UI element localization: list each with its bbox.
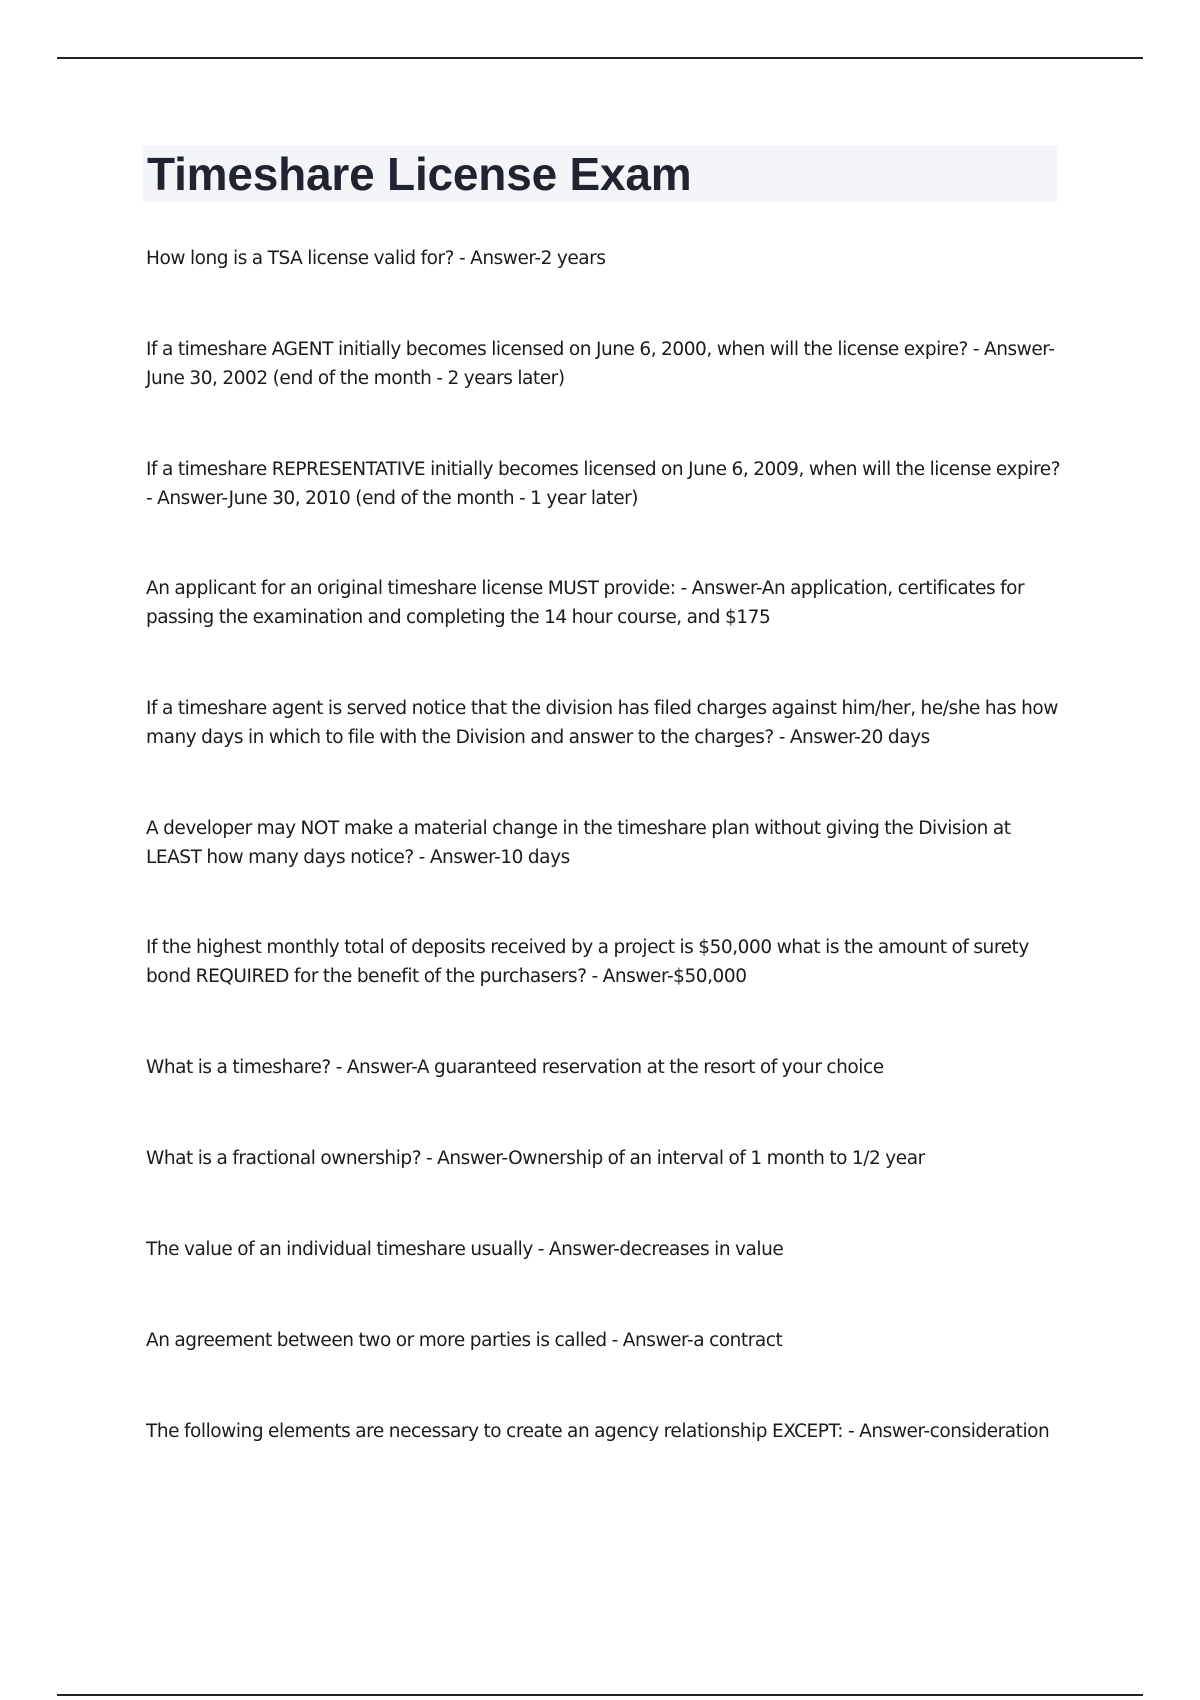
qa-item: If a timeshare AGENT initially becomes licensed on June 6, 2000, when will the license expire? - Answer-June 30, 2002 (end of the month - 2 years later) — [146, 339, 1055, 389]
qa-item: An applicant for an original timeshare license MUST provide: - Answer-An application, certificates for passing the examination and completing the 14 hour course, and $175 — [146, 578, 1025, 628]
qa-item: If a timeshare REPRESENTATIVE initially becomes licensed on June 6, 2009, when will the license expire? - Answer-June 30, 2010 (end of the month - 1 year later) — [146, 459, 1061, 509]
page-title: Timeshare License Exam — [147, 148, 692, 200]
title-banner — [143, 146, 1057, 202]
qa-item: The following elements are necessary to create an agency relationship EXCEPT: - Answer-consideration — [146, 1421, 1050, 1442]
qa-item: What is a fractional ownership? - Answer-Ownership of an interval of 1 month to 1/2 year — [146, 1148, 925, 1169]
qa-item: The value of an individual timeshare usually - Answer-decreases in value — [146, 1239, 784, 1260]
top-divider — [57, 57, 1143, 59]
qa-item: If the highest monthly total of deposits received by a project is $50,000 what is the amount of surety bond REQUIRED for the benefit of the purchasers? - Answer-$50,000 — [146, 937, 1029, 987]
qa-item: What is a timeshare? - Answer-A guaranteed reservation at the resort of your choice — [146, 1057, 884, 1078]
qa-item: A developer may NOT make a material change in the timeshare plan without giving the Division at LEAST how many days notice? - Answer-10 days — [146, 818, 1011, 868]
qa-item: If a timeshare agent is served notice that the division has filed charges against him/her, he/she has how many days in which to file with the Division and answer to the charges? - Answer-20 days — [146, 698, 1058, 748]
qa-item: How long is a TSA license valid for? - Answer-2 years — [146, 248, 606, 269]
qa-item: An agreement between two or more parties is called - Answer-a contract — [146, 1330, 783, 1351]
bottom-divider — [57, 1694, 1143, 1696]
